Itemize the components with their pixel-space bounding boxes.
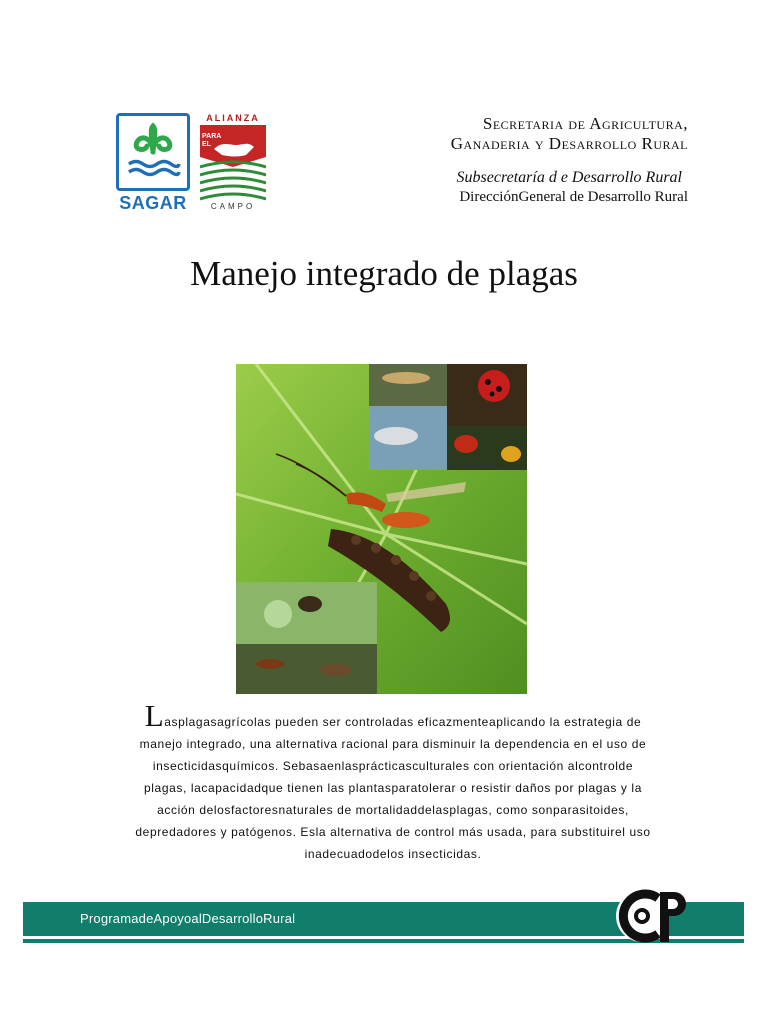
secretaria-line-1: Secretaria de Agricultura, [482,114,688,133]
header-block [451,114,688,206]
insect-collage [236,364,527,694]
sagar-logo [116,113,190,213]
sagar-emblem [116,113,190,191]
paragraph-line-6: depredadores y patógenos. Esla alternativa de control más usada, para substituirel uso [135,825,651,839]
cp-logo [616,884,688,948]
alianza-bottom-label: CAMPO [210,202,256,211]
intro-paragraph [100,698,686,865]
sagar-label: SAGAR [119,193,187,213]
alianza-logo [200,113,266,213]
paragraph-line-7: inadecuadodelos insecticidas. [304,847,482,861]
page-title: Manejo integrado de plagas [190,254,578,293]
alianza-para-label: PARA EL [202,133,222,148]
paragraph-line-3: insecticidasquímicos. Sebasaenlasprácticasculturales con orientación alcontrolde [152,759,634,773]
paragraph-line-2: manejo integrado, una alternativa racional para disminuir la dependencia en el uso de [139,737,647,751]
collage-image [236,364,527,694]
paragraph-line-1: asplagasagrícolas pueden ser controladas eficazmenteaplicando la estrategia de [164,715,642,729]
secretaria-line-2: Ganaderia y Desarrollo Rural [450,134,688,153]
alianza-top-label: ALIANZA [206,113,260,123]
cp-logo-icon [616,884,688,948]
paragraph-line-4: plagas, lacapacidadque tienen las plantasparatolerar o resistir daños por plagas y la [144,781,642,795]
subsecretaria: Subsecretaría d e Desarrollo Rural [456,169,682,186]
program-label: ProgramadeApoyoalDesarrolloRural [80,911,296,926]
direccion-general: DirecciónGeneral de Desarrollo Rural [459,189,688,205]
sagar-emblem-icon [119,116,187,188]
drop-cap: L [144,698,165,733]
paragraph-line-5: acción delosfactoresnaturales de mortalidaddelasplagas, como sonparasitoides, [157,803,629,817]
